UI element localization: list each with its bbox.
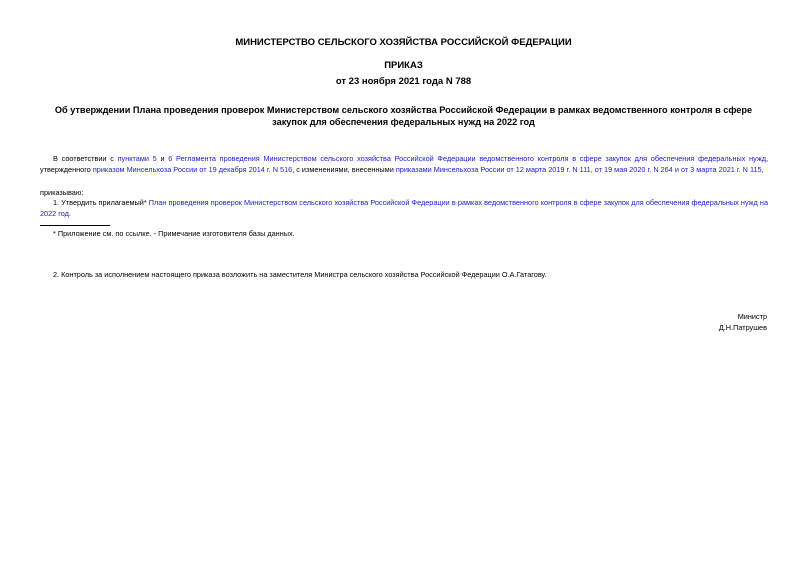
ministry-heading: МИНИСТЕРСТВО СЕЛЬСКОГО ХОЗЯЙСТВА РОССИЙСКОЙ ФЕДЕРАЦИИ (235, 37, 572, 48)
footnote: * Приложение см. по ссылке. - Примечание изготовителя базы данных. (53, 229, 295, 238)
link-point-6[interactable]: 6 (168, 154, 173, 163)
item1-text-2: . (68, 209, 71, 218)
footnote-divider (40, 225, 110, 226)
link-amending-orders[interactable]: приказами Минсельхоза России от 12 марта 2019 г. N 111, от 19 мая 2020 г. N 264 и от 3 марта 2021 г. N 115 (395, 165, 762, 174)
paragraph-item-2: 2. Контроль за исполнением настоящего приказа возложить на заместителя Министра сельского хозяйства Российской Федерации О.А.Гатагову. (53, 270, 547, 279)
preamble-text-1: В соответствии с (53, 154, 118, 163)
preamble-text-5: , с изменениями, внесенными (292, 165, 396, 174)
link-points-5[interactable]: пунктами 5 (117, 154, 157, 163)
signature-position: Министр (737, 312, 767, 321)
paragraph-item-1 (40, 197, 768, 219)
paragraph-preamble (40, 153, 768, 175)
item1-text-1: 1. Утвердить прилагаемый* (53, 198, 149, 207)
preamble-text-2: и (156, 154, 169, 163)
document-title: Об утверждении Плана проведения проверок Министерством сельского хозяйства Российской Федерации в рамках ведомственного контроля в сфере закупок для обеспечения федеральных нужд на 2022 год (54, 105, 753, 127)
document-type: ПРИКАЗ (384, 60, 423, 71)
preamble-text-6: , (761, 165, 764, 174)
paragraph-order-word: приказываю: (40, 188, 84, 197)
link-order-516[interactable]: приказом Минсельхоза России от 19 декабря 2014 г. N 516 (92, 165, 293, 174)
link-regulation[interactable]: Регламента проведения Министерством сельского хозяйства Российской Федерации ведомственного контроля в сфере закупок для обеспечения федеральных нужд (176, 154, 767, 163)
preamble-text-4: , утвержденного (40, 154, 769, 174)
link-plan-2022[interactable]: План проведения проверок Министерством сельского хозяйства Российской Федерации в рамках ведомственного контроля в сфере закупок для обеспечения федеральных нужд на 2022 год (40, 198, 769, 218)
signature-name: Д.Н.Патрушев (718, 323, 767, 332)
document-date-number: от 23 ноября 2021 года N 788 (335, 76, 472, 87)
